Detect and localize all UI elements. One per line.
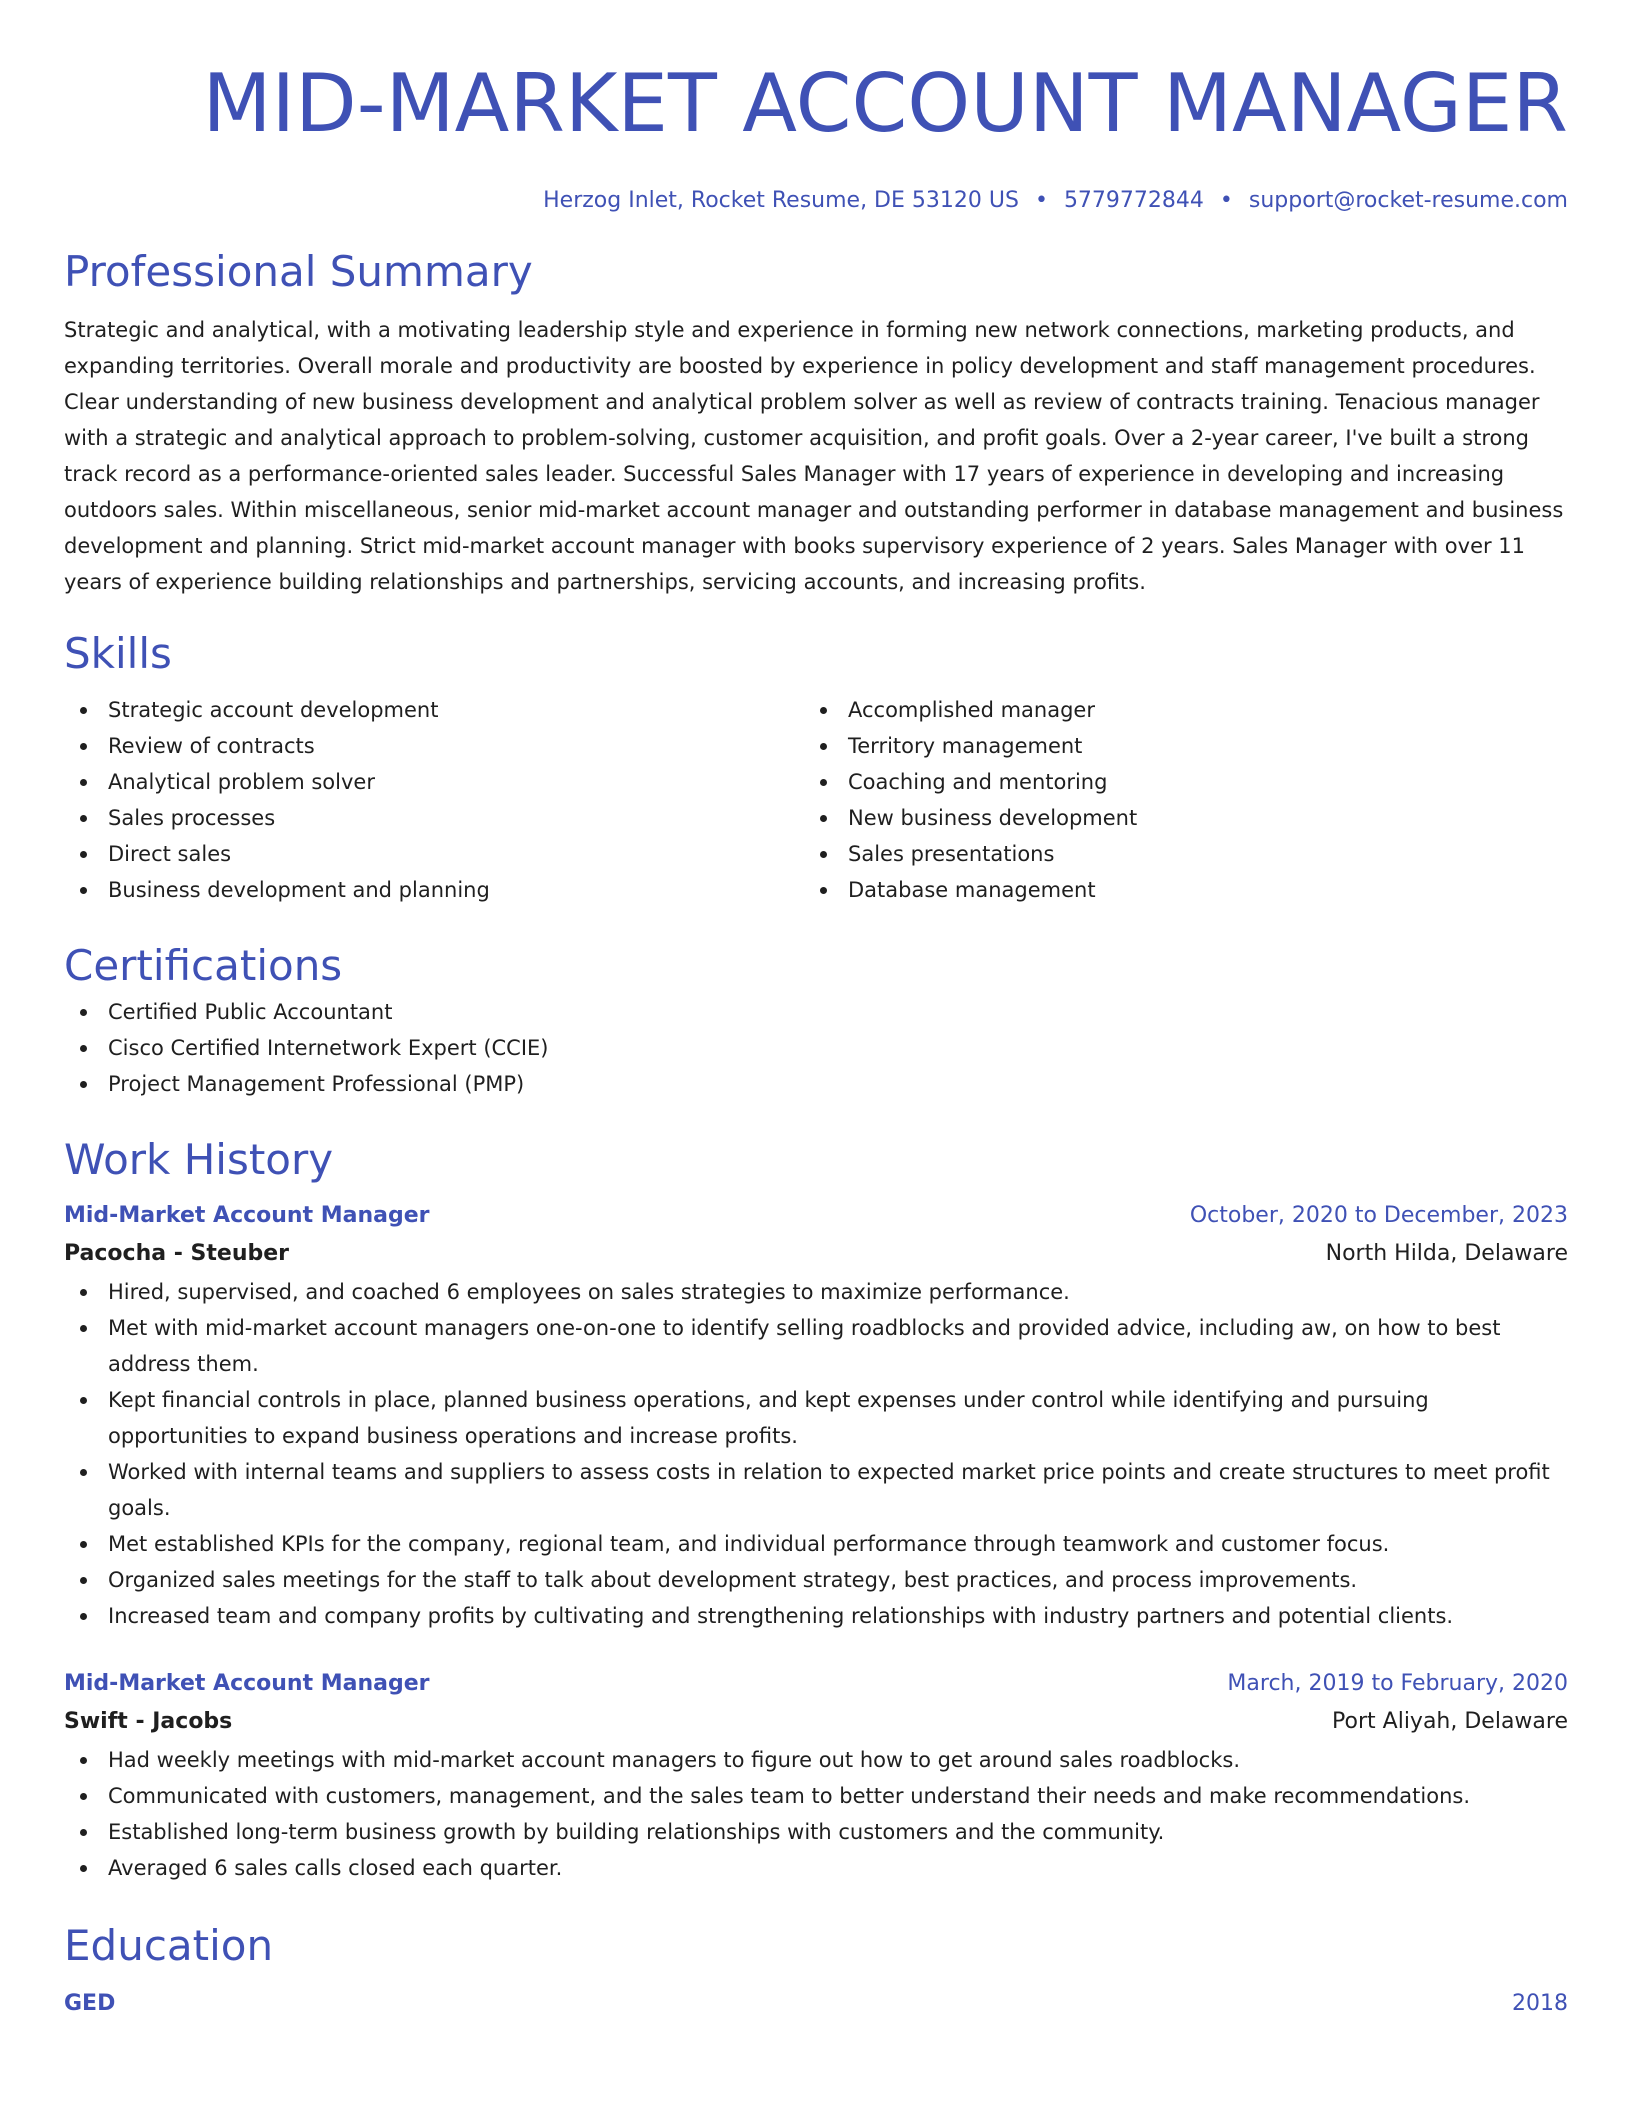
certifications-heading: Certifications (64, 941, 343, 990)
skill-item: Sales presentations (804, 836, 1544, 872)
skills-grid (64, 692, 1568, 908)
summary-text: Strategic and analytical, with a motivating leadership style and experience in forming new network connections, marketing products, and expanding territories. Overall morale and productivity are boosted by experience in policy development and staff management procedures. Clear understanding of new business development and analytical problem solver as well as review of contracts training. Tenacious manager with a strategic and analytical approach to problem-solving, customer acquisition, and profit goals. Over a 2-year career, I've built a strong track record as a performance-oriented sales leader. Successful Sales Manager with 17 years of experience in developing and increasing outdoors sales. Within miscellaneous, senior mid-market account manager and outstanding performer in database management and business development and planning. Strict mid-market account manager with books supervisory experience of 2 years. Sales Manager with over 11 years of experience building relationships and partnerships, servicing accounts, and increasing profits. (64, 318, 1564, 594)
job-dates: March, 2019 to February, 2020 (1227, 1671, 1568, 1696)
contact-line (64, 186, 1568, 216)
skills-column-left (64, 692, 804, 908)
skills-list-right (804, 692, 1544, 908)
job-bullet: Averaged 6 sales calls closed each quarter. (64, 1850, 1568, 1886)
skill-item: Strategic account development (64, 692, 804, 728)
certifications-list (64, 994, 1568, 1102)
job-bullet-list (64, 1274, 1568, 1634)
skill-item: Business development and planning (64, 872, 804, 908)
job-bullet: Communicated with customers, management, and the sales team to better understand their needs and make recommendations. (64, 1778, 1568, 1814)
skill-item: Territory management (804, 728, 1544, 764)
summary-heading: Professional Summary (64, 247, 533, 296)
job-bullet: Established long-term business growth by building relationships with customers and the community. (64, 1814, 1568, 1850)
job-bullet-list (64, 1742, 1568, 1886)
job-bullet: Increased team and company profits by cultivating and strengthening relationships with industry partners and potential clients. (64, 1598, 1568, 1634)
job-bullet: Met with mid-market account managers one-on-one to identify selling roadblocks and provided advice, including aw, on how to best address them. (64, 1310, 1568, 1382)
contact-phone: 5779772844 (1063, 188, 1204, 213)
education-row (64, 1986, 1568, 2022)
job-location: North Hilda, Delaware (1325, 1241, 1568, 1266)
job-header-row (64, 1666, 1568, 1702)
contact-address: Herzog Inlet, Rocket Resume, DE 53120 US (543, 188, 1019, 213)
job-bullet: Worked with internal teams and suppliers to assess costs in relation to expected market price points and create structures to meet profit goals. (64, 1454, 1568, 1526)
job-bullet: Kept financial controls in place, planned business operations, and kept expenses under control while identifying and pursuing opportunities to expand business operations and increase profits. (64, 1382, 1568, 1454)
certification-item: Project Management Professional (PMP) (64, 1066, 1568, 1102)
job-company: Pacocha - Steuber (64, 1241, 289, 1266)
job-bullet: Organized sales meetings for the staff to talk about development strategy, best practices, and process improvements. (64, 1562, 1568, 1598)
job-bullet: Met established KPIs for the company, regional team, and individual performance through teamwork and customer focus. (64, 1526, 1568, 1562)
job-bullet: Hired, supervised, and coached 6 employees on sales strategies to maximize performance. (64, 1274, 1568, 1310)
skill-item: Direct sales (64, 836, 804, 872)
contact-separator: • (1034, 188, 1048, 213)
job-company-row (64, 1234, 1568, 1274)
job-dates: October, 2020 to December, 2023 (1189, 1203, 1568, 1228)
education-degree: GED (64, 1991, 116, 2016)
job-location: Port Aliyah, Delaware (1332, 1709, 1568, 1734)
contact-email[interactable]: support@rocket-resume.com (1248, 188, 1568, 213)
education-year: 2018 (1512, 1991, 1568, 2016)
skills-heading: Skills (64, 629, 172, 678)
job-bullet: Had weekly meetings with mid-market account managers to figure out how to get around sales roadblocks. (64, 1742, 1568, 1778)
certification-item: Cisco Certified Internetwork Expert (CCIE) (64, 1030, 1568, 1066)
candidate-name: MID-MARKET ACCOUNT MANAGER (202, 57, 1568, 150)
job-company: Swift - Jacobs (64, 1709, 233, 1734)
skill-item: Sales processes (64, 800, 804, 836)
skills-column-right (804, 692, 1544, 908)
job-entry (64, 1198, 1568, 1634)
job-title: Mid-Market Account Manager (64, 1203, 430, 1228)
skill-item: New business development (804, 800, 1544, 836)
education-heading: Education (64, 1921, 274, 1970)
job-entry (64, 1666, 1568, 1886)
job-header-row (64, 1198, 1568, 1234)
skill-item: Coaching and mentoring (804, 764, 1544, 800)
job-company-row (64, 1702, 1568, 1742)
skill-item: Accomplished manager (804, 692, 1544, 728)
skill-item: Analytical problem solver (64, 764, 804, 800)
work-history-heading: Work History (64, 1135, 334, 1184)
skill-item: Review of contracts (64, 728, 804, 764)
contact-separator: • (1219, 188, 1233, 213)
certification-item: Certified Public Accountant (64, 994, 1568, 1030)
skills-list-left (64, 692, 804, 908)
job-title: Mid-Market Account Manager (64, 1671, 430, 1696)
skill-item: Database management (804, 872, 1544, 908)
